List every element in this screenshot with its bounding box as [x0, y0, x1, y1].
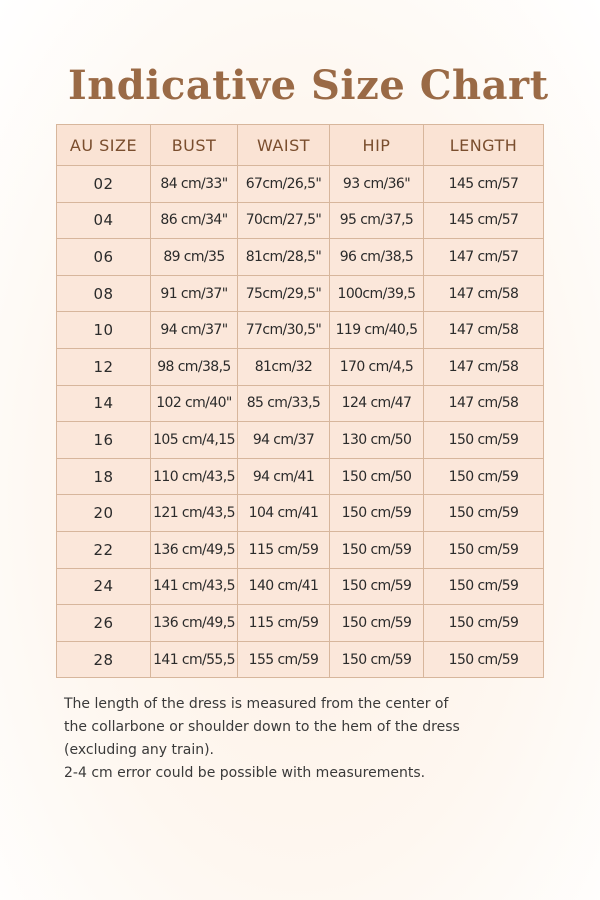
header-hip: HIP	[330, 125, 424, 166]
table-row	[57, 605, 544, 642]
table-row	[57, 641, 544, 678]
measurement-notes	[64, 693, 544, 785]
cell-bust: 121 cm/43,5	[151, 495, 238, 532]
cell-length: 150 cm/59	[424, 568, 544, 605]
cell-bust: 136 cm/49,5	[151, 605, 238, 642]
cell-waist: 104 cm/41	[238, 495, 330, 532]
cell-waist: 75cm/29,5"	[238, 275, 330, 312]
cell-length: 147 cm/58	[424, 275, 544, 312]
cell-hip: 95 cm/37,5	[330, 202, 424, 239]
cell-waist: 94 cm/37	[238, 422, 330, 459]
table-row	[57, 531, 544, 568]
cell-au-size: 28	[57, 641, 151, 678]
table-body	[57, 166, 544, 678]
cell-length: 147 cm/58	[424, 385, 544, 422]
cell-au-size: 22	[57, 531, 151, 568]
cell-au-size: 12	[57, 348, 151, 385]
note-line: (excluding any train).	[64, 742, 215, 758]
cell-waist: 140 cm/41	[238, 568, 330, 605]
cell-au-size: 06	[57, 239, 151, 276]
cell-bust: 89 cm/35	[151, 239, 238, 276]
cell-length: 145 cm/57	[424, 202, 544, 239]
cell-waist: 115 cm/59	[238, 531, 330, 568]
table-row	[57, 348, 544, 385]
header-bust: BUST	[151, 125, 238, 166]
cell-length: 150 cm/59	[424, 458, 544, 495]
cell-au-size: 02	[57, 166, 151, 203]
cell-hip: 150 cm/59	[330, 605, 424, 642]
table-row	[57, 166, 544, 203]
cell-hip: 150 cm/59	[330, 641, 424, 678]
cell-hip: 150 cm/59	[330, 495, 424, 532]
table-row	[57, 202, 544, 239]
table-row	[57, 568, 544, 605]
cell-au-size: 24	[57, 568, 151, 605]
cell-length: 145 cm/57	[424, 166, 544, 203]
header-waist: WAIST	[238, 125, 330, 166]
cell-bust: 141 cm/43,5	[151, 568, 238, 605]
cell-au-size: 26	[57, 605, 151, 642]
cell-length: 150 cm/59	[424, 495, 544, 532]
cell-length: 150 cm/59	[424, 641, 544, 678]
cell-length: 147 cm/58	[424, 348, 544, 385]
cell-bust: 94 cm/37"	[151, 312, 238, 349]
cell-waist: 155 cm/59	[238, 641, 330, 678]
cell-au-size: 18	[57, 458, 151, 495]
cell-length: 150 cm/59	[424, 605, 544, 642]
cell-hip: 130 cm/50	[330, 422, 424, 459]
cell-au-size: 08	[57, 275, 151, 312]
note-line: 2-4 cm error could be possible with measurements.	[64, 765, 426, 781]
cell-waist: 81cm/32	[238, 348, 330, 385]
cell-hip: 170 cm/4,5	[330, 348, 424, 385]
cell-bust: 105 cm/4,15	[151, 422, 238, 459]
cell-length: 147 cm/58	[424, 312, 544, 349]
cell-bust: 84 cm/33"	[151, 166, 238, 203]
cell-length: 150 cm/59	[424, 531, 544, 568]
table-row	[57, 385, 544, 422]
cell-hip: 150 cm/59	[330, 568, 424, 605]
cell-bust: 102 cm/40"	[151, 385, 238, 422]
cell-hip: 150 cm/59	[330, 531, 424, 568]
cell-bust: 98 cm/38,5	[151, 348, 238, 385]
cell-length: 150 cm/59	[424, 422, 544, 459]
table-row	[57, 239, 544, 276]
cell-bust: 110 cm/43,5	[151, 458, 238, 495]
cell-bust: 136 cm/49,5	[151, 531, 238, 568]
cell-au-size: 20	[57, 495, 151, 532]
cell-bust: 141 cm/55,5	[151, 641, 238, 678]
cell-waist: 67cm/26,5"	[238, 166, 330, 203]
table-row	[57, 422, 544, 459]
note-line: the collarbone or shoulder down to the hem of the dress	[64, 719, 460, 735]
cell-hip: 150 cm/50	[330, 458, 424, 495]
table-row	[57, 458, 544, 495]
cell-hip: 124 cm/47	[330, 385, 424, 422]
cell-bust: 91 cm/37"	[151, 275, 238, 312]
table-row	[57, 495, 544, 532]
cell-hip: 93 cm/36"	[330, 166, 424, 203]
cell-hip: 119 cm/40,5	[330, 312, 424, 349]
table-row	[57, 312, 544, 349]
cell-bust: 86 cm/34"	[151, 202, 238, 239]
note-line: The length of the dress is measured from the center of	[64, 696, 449, 712]
cell-waist: 115 cm/59	[238, 605, 330, 642]
cell-hip: 100cm/39,5	[330, 275, 424, 312]
cell-au-size: 16	[57, 422, 151, 459]
cell-waist: 94 cm/41	[238, 458, 330, 495]
cell-length: 147 cm/57	[424, 239, 544, 276]
page-title: Indicative Size Chart	[68, 62, 549, 109]
cell-au-size: 14	[57, 385, 151, 422]
size-chart-table	[56, 124, 544, 678]
cell-waist: 77cm/30,5"	[238, 312, 330, 349]
header-length: LENGTH	[424, 125, 544, 166]
cell-au-size: 10	[57, 312, 151, 349]
cell-waist: 85 cm/33,5	[238, 385, 330, 422]
header-au-size: AU SIZE	[57, 125, 151, 166]
cell-au-size: 04	[57, 202, 151, 239]
cell-waist: 70cm/27,5"	[238, 202, 330, 239]
cell-hip: 96 cm/38,5	[330, 239, 424, 276]
cell-waist: 81cm/28,5"	[238, 239, 330, 276]
table-header-row	[57, 125, 544, 166]
table-row	[57, 275, 544, 312]
